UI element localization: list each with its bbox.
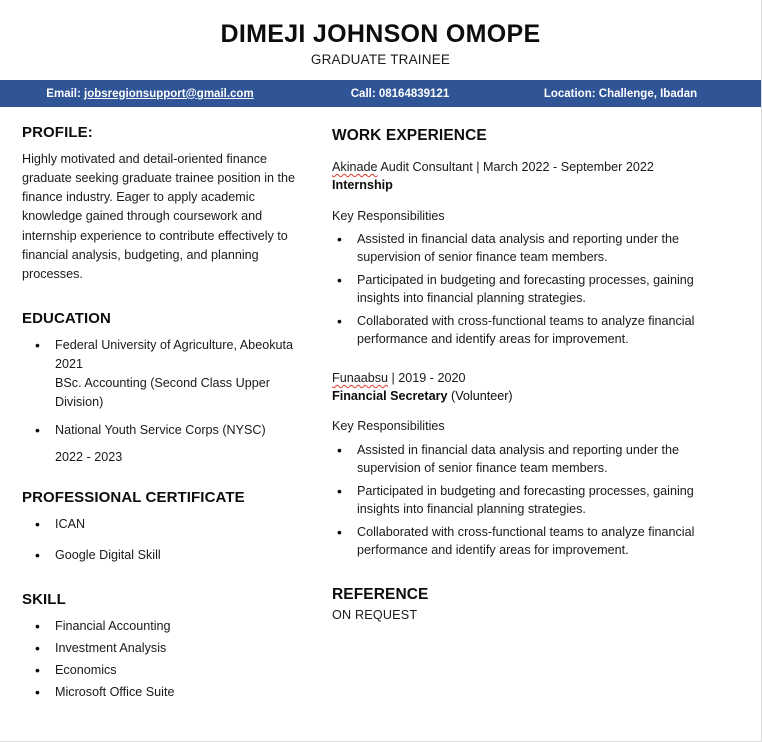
skill-list [22,617,300,702]
job-company-rest: Audit Consultant [377,160,473,174]
job-company-name: Akinade [332,160,378,174]
contact-location [500,88,761,100]
work-experience-entry [332,158,731,349]
reference-heading: REFERENCE [332,585,429,603]
job-role-rest: (Volunteer) [447,389,513,403]
list-item: • Economics [22,661,300,680]
profile-text: Highly motivated and detail-oriented finance graduate seeking graduate trainee position in the finance industry. Eager to apply academic knowledge gained through coursework and internship experience to contribute effectively to financial analysis, budgeting, and planning processes. [22,152,296,281]
education-item-sub: 2022 - 2023 [55,450,123,465]
work-experience-heading: WORK EXPERIENCE [332,127,487,144]
key-responsibilities-label: Key Responsibilities [332,419,445,434]
key-responsibilities-list [332,441,731,560]
job-role-line [332,176,731,194]
job-company-name: Funaabsu [332,370,389,385]
education-item-main: Federal University of Agriculture, Abeokuta 2021 [55,337,294,371]
contact-phone [300,88,500,100]
contact-phone-label: Call: [350,87,376,100]
contact-email [0,88,300,100]
work-experience-entry [332,369,731,560]
section-reference [332,586,731,624]
contact-location-value: Challenge, Ibadan [598,87,698,100]
certificate-list [22,515,300,565]
contact-email-label: Email: [46,87,81,100]
job-dates: March 2022 - September 2022 [483,160,654,174]
list-item [22,336,300,412]
job-separator: | [388,370,399,385]
job-company-line [332,369,731,387]
list-item: • Google Digital Skill [22,546,300,565]
reference-body: ON REQUEST [332,607,418,622]
job-role-title: Financial Secretary [332,389,448,403]
list-item: • Investment Analysis [22,639,300,658]
contact-location-label: Location: [543,87,596,100]
candidate-name: DIMEJI JOHNSON OMOPE [220,20,541,48]
contact-phone-value: 08164839121 [378,87,450,100]
list-item: • Microsoft Office Suite [22,683,300,702]
job-dates: 2019 - 2020 [398,370,466,385]
education-heading: EDUCATION [22,309,111,327]
list-item: • Participated in budgeting and forecasting processes, gaining insights into financial planning strategies. [332,482,731,519]
profile-heading: PROFILE: [22,124,93,141]
section-profile [22,124,300,284]
contact-bar [0,80,761,107]
job-separator: | [472,160,484,174]
right-column [322,107,761,624]
job-role-title: Internship [332,178,393,193]
section-education [22,310,300,467]
list-item: • Financial Accounting [22,617,300,636]
skill-heading: SKILL [22,591,66,609]
resume-header [0,0,761,67]
education-item-main: National Youth Service Corps (NYSC) [55,422,266,437]
certificate-heading: PROFESSIONAL CERTIFICATE [22,489,245,507]
key-responsibilities-list [332,230,731,349]
section-professional-certificate [22,489,300,565]
list-item: • Collaborated with cross-functional teams to analyze financial performance and identify areas for improvement. [332,523,731,560]
resume-body [0,107,761,728]
education-list [22,336,300,467]
education-item-sub: BSc. Accounting (Second Class Upper Division) [55,375,270,409]
list-item: • Assisted in financial data analysis and reporting under the supervision of senior finance team members. [332,441,731,478]
list-item: • Collaborated with cross-functional teams to analyze financial performance and identify areas for improvement. [332,312,731,349]
list-item: • Assisted in financial data analysis and reporting under the supervision of senior finance team members. [332,230,731,267]
section-skill [22,591,300,702]
job-role-line [332,387,731,405]
contact-email-value[interactable]: jobsregionsupport@gmail.com [84,87,254,100]
list-item: • ICAN [22,515,300,534]
job-company-line [332,158,731,176]
list-item [22,421,300,468]
list-item: • Participated in budgeting and forecasting processes, gaining insights into financial planning strategies. [332,271,731,308]
candidate-role: GRADUATE TRAINEE [310,52,451,67]
key-responsibilities-label: Key Responsibilities [332,208,445,223]
left-column [0,107,322,728]
